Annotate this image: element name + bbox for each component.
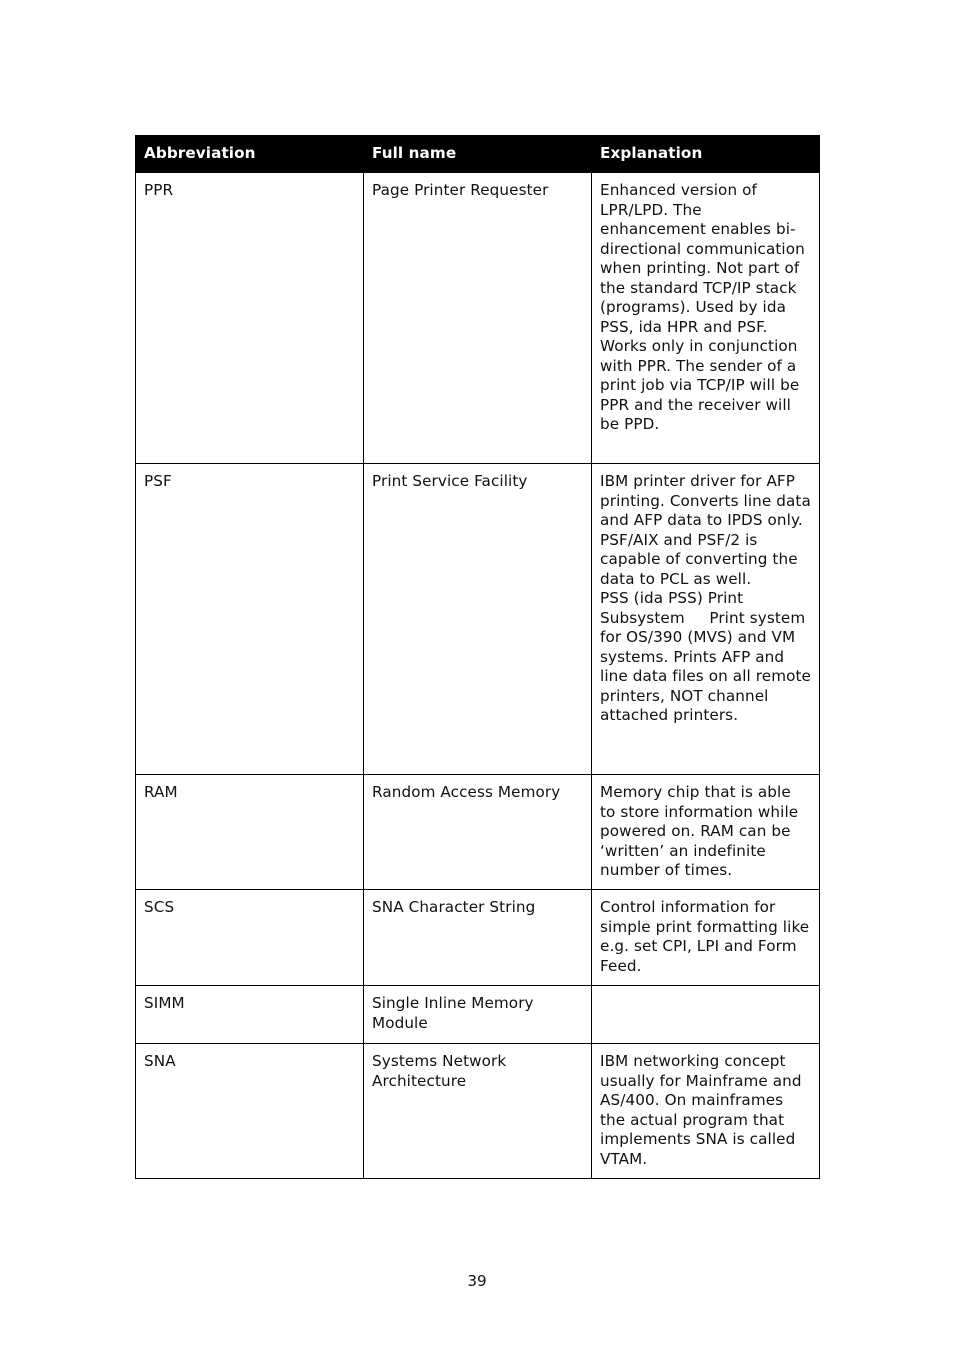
header-explanation: Explanation [592,136,820,173]
table-row [136,1044,820,1179]
cell-explanation: IBM printer driver for AFP printing. Converts line data and AFP data to IPDS only. PSF/AIX and PSF/2 is capable of converting the data to PCL as well. PSS (ida PSS) Print Subsystem Print system for OS/390 (MVS) and VM systems. Prints AFP and line data files on all remote printers, NOT channel attached printers. [592,464,820,775]
cell-explanation: IBM networking concept usually for Mainframe and AS/400. On mainframes the actual program that implements SNA is called VTAM. [592,1044,820,1179]
table-row [136,464,820,775]
table-row [136,986,820,1044]
cell-abbreviation: SNA [136,1044,364,1179]
header-full-name: Full name [364,136,592,173]
header-abbreviation: Abbreviation [136,136,364,173]
cell-explanation: Control information for simple print formatting like e.g. set CPI, LPI and Form Feed. [592,890,820,986]
table-row [136,775,820,890]
cell-full-name: Systems Network Architecture [364,1044,592,1179]
cell-full-name: Single Inline Memory Module [364,986,592,1044]
table-row [136,173,820,464]
cell-abbreviation: PSF [136,464,364,775]
cell-abbreviation: SIMM [136,986,364,1044]
table-header [136,136,820,173]
cell-full-name: Page Printer Requester [364,173,592,464]
cell-abbreviation: SCS [136,890,364,986]
table-row [136,890,820,986]
cell-full-name: Print Service Facility [364,464,592,775]
cell-full-name: Random Access Memory [364,775,592,890]
glossary-table [135,135,820,1179]
cell-explanation [592,986,820,1044]
cell-explanation: Memory chip that is able to store information while powered on. RAM can be ‘written’ an indefinite number of times. [592,775,820,890]
cell-full-name: SNA Character String [364,890,592,986]
cell-explanation: Enhanced version of LPR/LPD. The enhancement enables bi-directional communication when printing. Not part of the standard TCP/IP stack (programs). Used by ida PSS, ida HPR and PSF. Works only in conjunction with PPR. The sender of a print job via TCP/IP will be PPR and the receiver will be PPD. [592,173,820,464]
cell-abbreviation: RAM [136,775,364,890]
table-body [136,173,820,1179]
cell-abbreviation: PPR [136,173,364,464]
page-number: 39 [467,1272,487,1290]
header-row [136,136,820,173]
